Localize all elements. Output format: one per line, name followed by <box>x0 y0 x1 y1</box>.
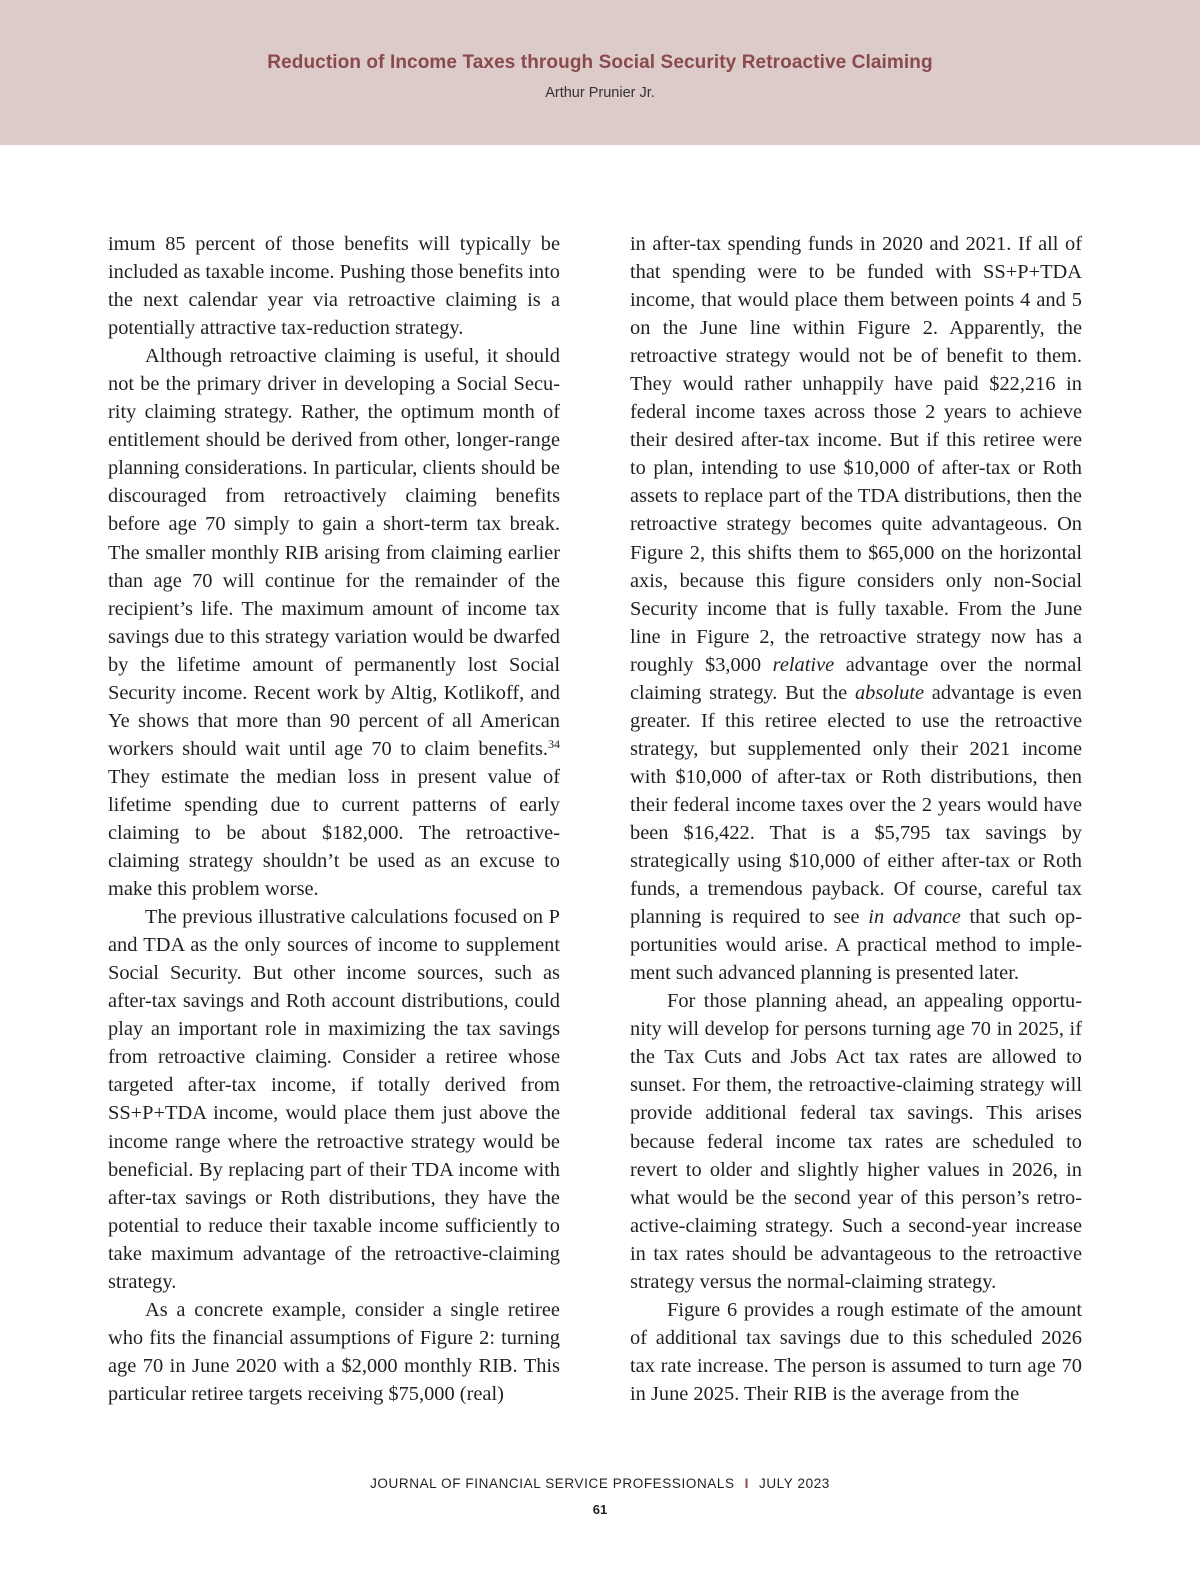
paragraph: As a concrete example, consider a single retiree who fits the financial assumptions of Figure 2: turning age 70 in June 2020 with a $2,000 monthly RIB. This particular retiree targets receiving $75,000 (real) <box>108 1298 560 1405</box>
emphasis: absolute <box>854 681 925 704</box>
paragraph: The previous illustrative calculations focused on P and TDA as the only sources of income to supplement Social Security. But other income sources, such as after-tax savings and Roth account distributions, could play an important role in maximizing the tax savings from retroactive claiming. Consider a retiree whose targeted after-tax income, if totally derived from SS+P+TDA income, would place them just above the income range where the retroactive strategy would be beneficial. By replacing part of their TDA income with after-tax savings or Roth distributions, they have the potential to reduce their taxable income sufficiently to take maximum advantage of the retroactive-claiming strategy. <box>108 906 560 1293</box>
emphasis: in advance <box>868 906 961 929</box>
page-header <box>0 0 1200 145</box>
paragraph: For those planning ahead, an appealing opportunity will develop for persons turning age 70 in 2025, if the Tax Cuts and Jobs Act tax rates are allowed to sunset. For them, the retroactive-claiming strategy will provide additional federal tax savings. This arises because federal income tax rates are scheduled to revert to older and slightly higher values in 2026, in what would be the second year of this person’s retroactive-claiming strategy. Such a second-year increase in tax rates should be advantageous to the retroactive strategy versus the normal-claiming strategy. <box>630 990 1082 1293</box>
journal-name: JOURNAL OF FINANCIAL SERVICE PROFESSIONALS <box>370 1476 735 1491</box>
footer-separator: I <box>744 1476 749 1491</box>
left-column <box>108 230 560 1408</box>
article-title: Reduction of Income Taxes through Social Security Retroactive Claiming <box>267 52 933 73</box>
paragraph: Figure 6 provides a rough estimate of the amount of additional tax savings due to this scheduled 2026 tax rate increase. The person is assumed to turn age 70 in June 2025. Their RIB is the average from the <box>630 1298 1082 1405</box>
paragraph-text: in after-tax spending funds in 2020 and 2021. If all of that spending were to be funded with SS+P+TDA income, that would place them between points 4 and 5 on the June line within Figure 2. Apparently, the retroactive strategy would not be of benefit to them. They would rather unhappily have paid $22,216 in federal income taxes across those 2 years to achieve their desired after-tax income. But if this retiree were to plan, intending to use $10,000 of after-tax or Roth assets to replace part of the TDA distributions, then the retroactive strategy becomes quite advantageous. On Figure 2, this shifts them to $65,000 on the horizontal axis, because this figure considers only non-Social Security income that is fully taxable. From the June line in Figure 2, the retroactive strategy now has a roughly $3,000 <box>630 233 1082 676</box>
paragraph-text: They estimate the median loss in present value of lifetime spending due to current patterns of early claiming to be about $182,000. The retroactive-claiming strategy shouldn’t be used as an excuse to make this problem worse. <box>108 765 560 901</box>
emphasis: relative <box>772 653 835 676</box>
paragraph: imum 85 percent of those benefits will typically be included as taxable income. Pushing those benefits into the next calendar year via retroactive claiming is a potentially attractive tax-reduction strategy. <box>108 233 560 340</box>
paragraph <box>630 230 1082 987</box>
footer-journal-line <box>0 1476 1200 1491</box>
issue-date: JULY 2023 <box>758 1476 830 1491</box>
paragraph-text: advantage over the normal claiming strategy. But the <box>630 653 1083 704</box>
paragraph-text: advantage is even greater. If this retiree elected to use the retroactive strategy, but supplemented only their 2021 income with $10,000 of after-tax or Roth distributions, then their federal income taxes over the 2 years would have been $16,422. That is a $5,795 tax savings by strategically using $10,000 of either after-tax or Roth funds, a tremendous payback. Of course, careful tax planning is required to see <box>630 681 1082 929</box>
right-column <box>630 230 1082 1408</box>
paragraph-text: Although retroactive claiming is useful, it should not be the primary driver in developing a Social Security claiming strategy. Rather, the optimum month of entitlement should be derived from other, longer-range planning considerations. In particular, clients should be discouraged from retroactively claiming benefits before age 70 simply to gain a short-term tax break. The smaller monthly RIB arising from claiming earlier than age 70 will continue for the remainder of the recipient’s life. The maximum amount of income tax savings due to this strategy variation would be dwarfed by the lifetime amount of permanently lost Social Security income. Recent work by Altig, Kotlikoff, and Ye shows that more than 90 percent of all American workers should wait until age 70 to claim benefits. <box>108 345 560 760</box>
page-number: 61 <box>592 1502 608 1517</box>
footnote-ref: 34 <box>548 736 560 751</box>
paragraph-text: that such opportunities would arise. A practical method to implement such advanced planning is presented later. <box>630 906 1083 985</box>
article-author: Arthur Prunier Jr. <box>545 85 655 101</box>
paragraph <box>108 342 560 903</box>
